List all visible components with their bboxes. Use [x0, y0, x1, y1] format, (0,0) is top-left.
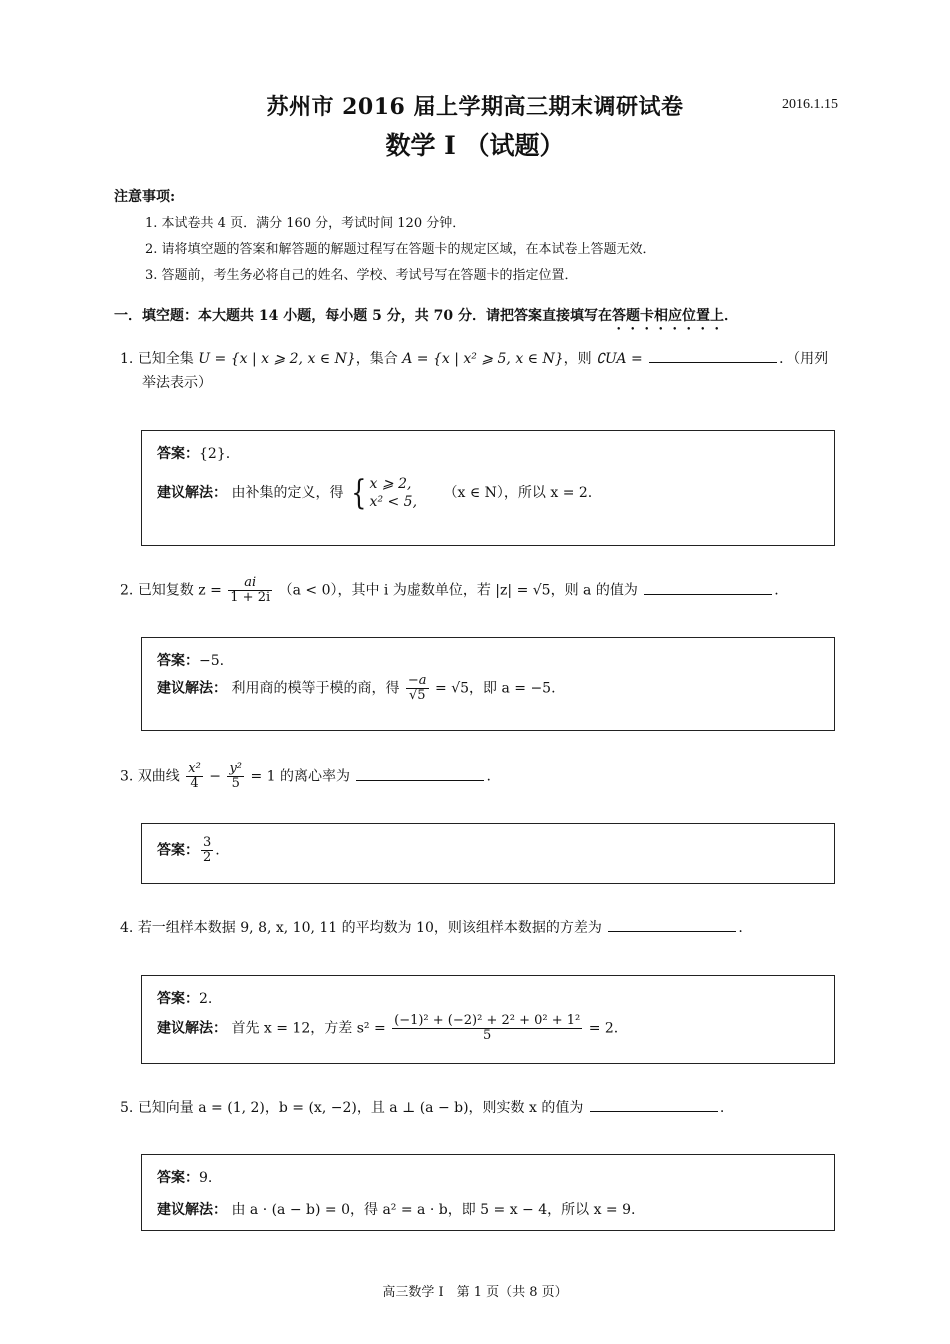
question-text: ，则 — [563, 351, 592, 367]
answer-end: . — [215, 842, 220, 859]
section-heading-main: 一．填空题：本大题共 14 小题，每小题 5 分，共 70 分．请把答案直接填写在 — [114, 308, 612, 324]
question-4 — [120, 916, 840, 940]
fraction — [392, 1014, 582, 1043]
answer-box-5 — [141, 1154, 835, 1231]
fraction — [186, 762, 203, 791]
page-footer: 高三数学 I 第 1 页（共 8 页） — [382, 1285, 568, 1300]
section-heading-emphasis: 答题卡相应位置上 — [611, 308, 724, 324]
method-line — [157, 674, 556, 703]
answer-value: 2. — [199, 991, 213, 1007]
answer-line — [157, 836, 220, 865]
question-end: . — [738, 920, 743, 936]
question-text: 已知全集 — [137, 351, 194, 367]
question-text: 若一组样本数据 9, 8, x, 10, 11 的平均数为 10，则该组样本数据的方差为 — [137, 920, 602, 936]
answer-box-4 — [141, 975, 835, 1064]
method-text: （x ∈ N），所以 x = 2. — [443, 485, 593, 501]
answer-line — [157, 988, 212, 1008]
notice-item-2: 2. 请将填空题的答案和解答题的解题过程写在答题卡的规定区域，在本试卷上答题无效． — [145, 242, 656, 257]
answer-box-2 — [141, 637, 835, 731]
answer-blank — [608, 917, 736, 932]
question-text: （a < 0），其中 i 为虚数单位，若 |z| = √5，则 a 的值为 — [278, 582, 638, 599]
method-label: 建议解法： — [157, 1020, 227, 1037]
notice-item-3: 3. 答题前，考生务必将自己的姓名、学校、考试号写在答题卡的指定位置． — [145, 268, 578, 283]
question-end: . — [719, 1100, 725, 1116]
method-text: 由补集的定义，得 — [231, 485, 344, 501]
method-line — [157, 1199, 635, 1219]
answer-value: 9. — [199, 1170, 213, 1186]
inequality-system — [348, 475, 417, 511]
answer-line — [157, 1167, 212, 1187]
question-number: 4. — [120, 920, 134, 936]
question-5 — [120, 1096, 840, 1120]
question-number: 1. — [120, 351, 134, 367]
answer-label: 答案： — [157, 1170, 199, 1186]
fraction-denominator: 5 — [231, 776, 240, 791]
question-end: . — [486, 768, 491, 785]
set-u: U = {x | x ⩾ 2, x ∈ N} — [198, 351, 356, 367]
method-label: 建议解法： — [157, 1202, 227, 1218]
answer-label: 答案： — [157, 842, 199, 859]
fraction-denominator: 2 — [203, 850, 212, 865]
fraction-numerator: 3 — [203, 835, 212, 850]
question-number: 3. — [120, 768, 134, 785]
minus-sign: − — [209, 768, 221, 785]
question-text: ．（用列 — [779, 351, 829, 367]
exam-date: 2016.1.15 — [782, 97, 838, 112]
brace-icon: { — [351, 473, 367, 513]
answer-box-1 — [141, 430, 835, 546]
method-line — [157, 1014, 618, 1043]
question-end: . — [774, 582, 779, 599]
question-3 — [120, 762, 840, 791]
question-2 — [120, 576, 840, 605]
question-text: = 1 的离心率为 — [250, 768, 351, 785]
answer-blank — [649, 348, 777, 363]
fraction-denominator: √5 — [408, 688, 426, 703]
question-1 — [120, 347, 840, 395]
notice-heading: 注意事项: — [114, 189, 176, 205]
answer-line — [157, 443, 230, 463]
question-text: 已知向量 a = (1, 2)，b = (x, −2)，且 a ⊥ (a − b)，则实数 x 的值为 — [137, 1100, 584, 1116]
section-heading-end: ． — [723, 308, 738, 324]
answer-value: −5. — [199, 653, 225, 669]
method-text: 由 a · (a − b) = 0，得 a² = a · b，即 5 = x − 4，所以 x = 9. — [231, 1202, 636, 1218]
answer-fraction — [201, 836, 213, 865]
fraction-numerator: (−1)² + (−2)² + 2² + 0² + 1² — [394, 1013, 581, 1028]
method-label: 建议解法： — [157, 485, 227, 501]
fraction — [228, 576, 272, 605]
fraction-denominator: 5 — [483, 1028, 492, 1043]
answer-blank — [644, 580, 772, 595]
system-row-1: x ⩾ 2, — [369, 476, 412, 492]
fraction-numerator: y² — [229, 761, 243, 776]
fraction-denominator: 1 + 2i — [230, 590, 271, 605]
complement-expr: ∁UA = — [596, 351, 643, 367]
section-heading — [114, 305, 738, 333]
answer-value: {2}. — [199, 446, 231, 462]
fraction-numerator: x² — [188, 761, 201, 776]
question-text: 双曲线 — [137, 768, 180, 785]
question-text: 已知复数 z = — [137, 582, 222, 599]
answer-label: 答案： — [157, 446, 199, 462]
method-line — [157, 475, 592, 511]
method-text: 首先 x = 12，方差 s² = — [231, 1020, 386, 1037]
page-subtitle: 数学 I （试题） — [385, 131, 565, 160]
fraction — [227, 762, 244, 791]
question-number: 5. — [120, 1100, 134, 1116]
answer-box-3 — [141, 823, 835, 884]
system-row-2: x² < 5, — [369, 494, 418, 510]
fraction-numerator: ai — [228, 576, 272, 591]
answer-blank — [356, 766, 484, 781]
fraction-numerator: −a — [407, 673, 427, 688]
answer-blank — [590, 1097, 718, 1112]
fraction-denominator: 4 — [190, 776, 199, 791]
set-a: A = {x | x² ⩾ 5, x ∈ N} — [402, 351, 564, 367]
answer-line — [157, 650, 224, 670]
question-text: ，集合 — [355, 351, 398, 367]
fraction — [406, 674, 429, 703]
notice-item-1: 1. 本试卷共 4 页．满分 160 分，考试时间 120 分钟． — [145, 216, 466, 231]
method-label: 建议解法： — [157, 680, 227, 697]
answer-label: 答案： — [157, 653, 199, 669]
method-text: = √5，即 a = −5. — [435, 680, 556, 697]
method-text: = 2. — [588, 1020, 619, 1037]
method-text: 利用商的模等于模的商，得 — [231, 680, 400, 697]
page-title: 苏州市 2016 届上学期高三期末调研试卷 — [266, 94, 684, 120]
answer-label: 答案： — [157, 991, 199, 1007]
question-number: 2. — [120, 582, 134, 599]
question-text-cont: 举法表示） — [142, 375, 212, 391]
